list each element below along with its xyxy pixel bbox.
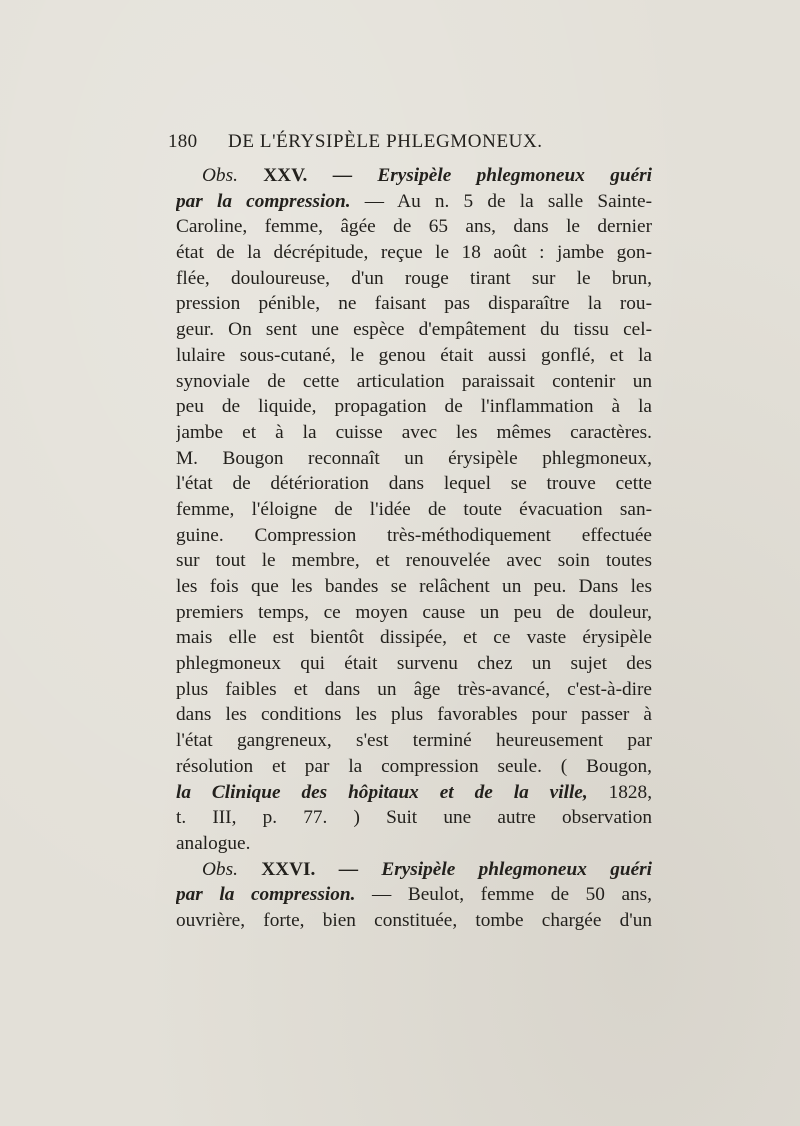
- text-segment: l'état de détérioration dans lequel se trouve cette: [176, 473, 652, 495]
- text-line: [176, 754, 652, 780]
- text-segment: — Au n. 5 de la salle Sainte-: [350, 190, 652, 212]
- italic-text: la Clinique des hôpitaux et de la ville,: [176, 781, 588, 803]
- text-line: [176, 394, 652, 420]
- text-line: [176, 677, 652, 703]
- text-segment: état de la décrépitude, reçue le 18 août : jambe gon-: [176, 242, 652, 264]
- text-segment: 1828,: [587, 781, 652, 803]
- text-line: [176, 343, 652, 369]
- text-segment: peu de liquide, propagation de l'inflammation à la: [176, 396, 652, 418]
- text-line: [176, 702, 652, 728]
- text-line: [176, 291, 652, 317]
- text-line: [176, 420, 652, 446]
- observation-label: Obs.: [202, 165, 238, 186]
- italic-text: par la compression.: [176, 190, 351, 212]
- text-line: [176, 266, 652, 292]
- text-segment: geur. On sent une espèce d'empâtement du tissu cel-: [176, 319, 652, 341]
- text-segment: les fois que les bandes se relâchent un peu. Dans les: [176, 576, 652, 597]
- text-line: [176, 857, 652, 883]
- text-line: [176, 471, 652, 497]
- text-segment: M. Bougon reconnaît un érysipèle phlegmoneux,: [176, 447, 652, 469]
- text-line: [176, 780, 652, 806]
- page-header: [168, 131, 648, 155]
- text-segment: phlegmoneux qui était survenu chez un sujet des: [176, 653, 652, 675]
- text-segment: mais elle est bientôt dissipée, et ce vaste érysipèle: [176, 627, 652, 649]
- text-line: [176, 882, 652, 908]
- text-line: [176, 446, 652, 472]
- text-line: [176, 600, 652, 626]
- text-line: [176, 728, 652, 754]
- text-line: [176, 548, 652, 574]
- italic-text: par la compression.: [176, 884, 356, 906]
- text-segment: lulaire sous-cutané, le genou était aussi gonflé, et la: [176, 344, 652, 366]
- text-segment: t. III, p. 77. ) Suit une autre observation: [176, 807, 652, 829]
- text-line: [176, 214, 652, 240]
- text-segment: — Beulot, femme de 50 ans,: [355, 884, 652, 906]
- text-segment: plus faibles et dans un âge très-avancé, c'est-à-dire: [176, 678, 652, 700]
- text-segment: dans les conditions les plus favorables pour passer à: [176, 704, 652, 726]
- text-line: [176, 523, 652, 549]
- running-title: DE L'ÉRYSIPÈLE PHLEGMONEUX.: [228, 131, 543, 152]
- text-segment: résolution et par la compression seule. ( Bougon,: [176, 755, 652, 777]
- text-segment: guine. Compression très-méthodiquement effectuée: [176, 524, 652, 546]
- text-line: [176, 369, 652, 395]
- text-line: [176, 163, 652, 189]
- text-segment: jambe et à la cuisse avec les mêmes caractères.: [176, 421, 652, 443]
- text-line: [176, 574, 652, 600]
- text-segment: analogue.: [176, 832, 251, 854]
- text-segment: ouvrière, forte, bien constituée, tombe chargée d'un: [176, 909, 652, 931]
- text-segment: XXV. —: [237, 165, 378, 186]
- body-text: [176, 163, 652, 934]
- text-line: [176, 831, 652, 857]
- text-segment: femme, l'éloigne de l'idée de toute évacuation san-: [176, 498, 652, 520]
- text-line: [176, 497, 652, 523]
- text-segment: XXVI. —: [237, 858, 382, 880]
- italic-text: Erysipèle phlegmoneux guéri: [377, 165, 652, 186]
- text-segment: l'état gangreneux, s'est terminé heureusement par: [176, 730, 652, 752]
- text-segment: pression pénible, ne faisant pas disparaître la rou-: [176, 293, 652, 315]
- text-line: [176, 625, 652, 651]
- page-number: 180: [168, 131, 198, 152]
- text-line: [176, 651, 652, 677]
- observation-label: Obs.: [202, 858, 238, 880]
- text-line: [176, 805, 652, 831]
- text-segment: premiers temps, ce moyen cause un peu de douleur,: [176, 601, 652, 623]
- text-segment: synoviale de cette articulation paraissait contenir un: [176, 370, 652, 392]
- text-line: [176, 240, 652, 266]
- text-segment: flée, douloureuse, d'un rouge tirant sur le brun,: [176, 267, 652, 289]
- text-segment: sur tout le membre, et renouvelée avec soin toutes: [176, 550, 652, 572]
- text-line: [176, 189, 652, 215]
- text-line: [176, 317, 652, 343]
- text-segment: Caroline, femme, âgée de 65 ans, dans le dernier: [176, 216, 652, 238]
- italic-text: Erysipèle phlegmoneux guéri: [381, 858, 652, 880]
- text-line: [176, 908, 652, 934]
